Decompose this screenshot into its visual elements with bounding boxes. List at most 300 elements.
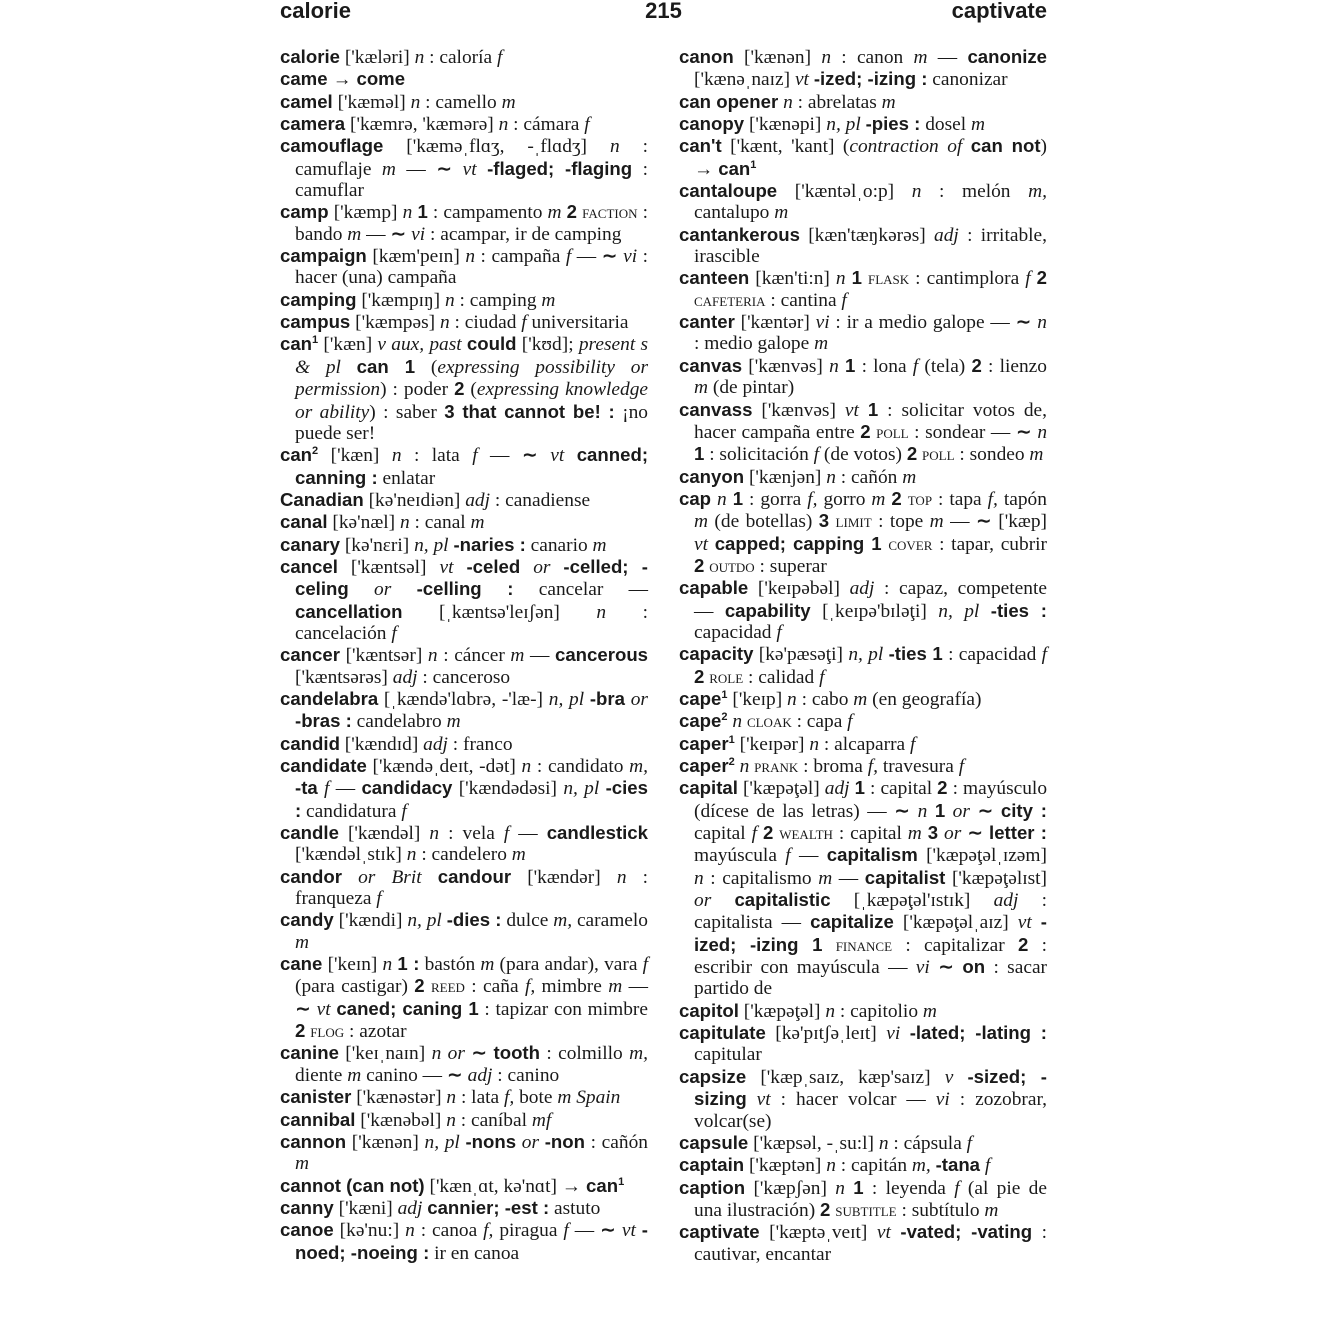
- pronunciation: ['kæməl]: [337, 91, 406, 113]
- pronunciation: ['kæmp]: [333, 202, 398, 224]
- text: : franqueza: [295, 866, 648, 910]
- italic-label: f: [813, 444, 820, 466]
- headword: cannibal: [280, 1108, 356, 1130]
- pronunciation: ['kæntsəl]: [350, 556, 427, 578]
- bold-form: letter :: [989, 822, 1047, 844]
- italic-label: m: [871, 488, 886, 510]
- headword: canvas: [679, 354, 743, 376]
- italic-label: n, pl: [424, 1131, 460, 1153]
- swung-dash: ∼: [977, 799, 994, 822]
- small-caps-gloss: poll: [876, 421, 909, 442]
- text: : subtítulo: [896, 1199, 985, 1221]
- text: : mayúsculo (dícese de las letras) —: [694, 778, 1048, 822]
- text: [520, 557, 533, 578]
- homograph-number: 1: [721, 688, 728, 701]
- headword: cape: [679, 710, 722, 732]
- text: : cáncer: [437, 645, 511, 667]
- text: [748, 578, 758, 599]
- text: [945, 868, 952, 889]
- bold-form: 2: [937, 777, 948, 799]
- bold-form: -tana: [935, 1154, 981, 1176]
- pronunciation: ['kæni]: [338, 1197, 393, 1219]
- text: [930, 957, 938, 978]
- text: (: [834, 136, 850, 158]
- text: : solicitar votos de, hacer campaña entre: [694, 399, 1047, 443]
- italic-label: m: [774, 202, 789, 224]
- bold-form: 1: [851, 267, 862, 289]
- small-caps-gloss: cover: [888, 533, 933, 554]
- headword: camera: [280, 113, 346, 135]
- text: (de botellas): [708, 511, 819, 533]
- bold-form: 1: [854, 777, 865, 799]
- italic-label: n, pl: [548, 688, 585, 710]
- italic-label: f: [841, 289, 847, 311]
- text: : superar: [754, 555, 827, 577]
- italic-label: n: [382, 954, 393, 976]
- bold-form: -celed: [466, 555, 521, 577]
- italic-label: f,: [504, 1087, 515, 1109]
- text: : capitalista —: [694, 890, 1047, 934]
- text: : hacer (una) campaña: [295, 246, 648, 289]
- text: [910, 801, 918, 822]
- text: : ir a medio galope —: [829, 312, 1016, 334]
- dictionary-entry: [280, 909, 648, 953]
- text: [454, 557, 467, 578]
- dictionary-entry: [280, 822, 648, 866]
- bold-form: capability: [724, 599, 811, 621]
- text: : franco: [447, 733, 513, 755]
- bold-form: -naries :: [453, 533, 526, 555]
- swung-dash: ∼: [436, 157, 453, 180]
- bold-form: cancerous: [555, 644, 649, 666]
- italic-label: vt: [316, 998, 331, 1020]
- pronunciation: [kə'pæsəţi]: [758, 644, 844, 666]
- dictionary-entry: [679, 267, 1047, 311]
- text: (de pintar): [708, 377, 795, 399]
- bold-form: candidacy: [361, 777, 453, 799]
- italic-label: n: [521, 756, 532, 777]
- headword: capital: [679, 777, 738, 799]
- italic-label: or: [533, 556, 551, 578]
- italic-label: f: [376, 888, 382, 910]
- text: cantalupo: [694, 202, 775, 224]
- italic-label: n: [427, 645, 438, 667]
- text: [564, 445, 576, 466]
- small-caps-gloss: flask: [867, 268, 910, 289]
- headword: candy: [280, 909, 334, 931]
- text: —: [524, 645, 555, 667]
- headword: canal: [280, 511, 328, 533]
- text: : tope: [871, 511, 930, 533]
- bold-form: 2: [762, 822, 774, 844]
- pronunciation: ['kæpəţəlˌaɪz]: [902, 912, 1009, 934]
- text: : lata: [456, 1087, 505, 1109]
- bold-form: -bra: [589, 687, 625, 709]
- italic-label: n, pl: [407, 910, 442, 932]
- italic-label: adj: [849, 578, 875, 600]
- text: —: [509, 823, 547, 845]
- homograph-number: 2: [721, 711, 728, 724]
- italic-label: n: [446, 1087, 457, 1109]
- bold-form: capitalism: [826, 844, 918, 866]
- italic-label: expressing possibility or permission: [295, 356, 649, 401]
- italic-label: f: [958, 756, 965, 777]
- dictionary-entry: [280, 1175, 648, 1197]
- swung-dash: ∼: [471, 1042, 488, 1065]
- pronunciation: [kə'neɪdiən]: [368, 489, 461, 511]
- text: [341, 357, 357, 378]
- dictionary-entry: [679, 355, 1047, 399]
- headword: cancer: [280, 644, 340, 666]
- small-caps-gloss: faction: [582, 202, 638, 223]
- text: : candelero: [416, 844, 512, 866]
- pronunciation: ['kænəpi]: [748, 114, 822, 136]
- text: [550, 557, 563, 578]
- italic-label: vi: [915, 957, 930, 979]
- text: (al pie de una ilustración): [694, 1177, 1047, 1221]
- italic-label: f,: [867, 756, 878, 777]
- italic-label: f,: [524, 976, 536, 998]
- bold-form: 1: [732, 487, 744, 509]
- italic-label: f: [984, 1155, 991, 1177]
- italic-label: n: [414, 47, 425, 68]
- dictionary-entry: [280, 489, 648, 511]
- italic-label: or: [630, 688, 648, 710]
- text: —: [571, 246, 602, 268]
- text: : cantimplora: [909, 268, 1026, 290]
- pronunciation: ['kænən]: [744, 47, 812, 68]
- pronunciation: ['kænvəs]: [761, 399, 836, 421]
- dictionary-entry: [679, 1132, 1047, 1154]
- italic-label: f: [819, 666, 825, 688]
- text: [708, 534, 715, 555]
- text: [800, 225, 808, 246]
- text: : abrelatas: [792, 91, 882, 113]
- italic-label: m: [881, 91, 896, 113]
- text: [962, 136, 970, 157]
- dictionary-entry: [280, 245, 648, 289]
- italic-label: v: [944, 1066, 954, 1088]
- italic-label: vt: [794, 69, 809, 91]
- italic-label: m: [446, 711, 461, 733]
- italic-label: vt: [462, 158, 477, 180]
- text: (: [415, 356, 438, 378]
- text: : cámara: [508, 114, 585, 136]
- bold-form: 2: [295, 1020, 306, 1042]
- bold-form: -pies :: [865, 113, 921, 135]
- bold-form: can: [586, 1174, 619, 1196]
- headword: Canadian: [280, 488, 364, 510]
- pronunciation: [kæn'ti:n]: [755, 268, 830, 290]
- italic-label: n: [400, 512, 410, 534]
- headword: canteen: [679, 267, 750, 289]
- pronunciation: ['kæmpəs]: [355, 312, 436, 334]
- italic-label: m: [547, 202, 562, 224]
- text: dosel: [920, 114, 971, 136]
- dictionary-entry: [679, 688, 1047, 710]
- italic-label: f: [324, 778, 330, 800]
- dictionary-entry: [679, 1221, 1047, 1265]
- italic-label: n, pl: [414, 534, 449, 556]
- text: cancelar —: [513, 579, 648, 601]
- italic-label: f: [391, 622, 397, 644]
- pronunciation: ['keɪˌnaɪn]: [345, 1043, 426, 1065]
- dictionary-column-right: [679, 46, 1047, 1265]
- swung-dash: ∼: [446, 1063, 463, 1086]
- dictionary-entry: [280, 755, 648, 822]
- italic-label: m: [381, 158, 396, 180]
- dictionary-entry: [280, 688, 648, 733]
- headword: cantankerous: [679, 223, 800, 245]
- bold-form: -cies :: [295, 777, 648, 821]
- italic-label: vi: [411, 223, 426, 245]
- italic-label: m: [592, 534, 607, 556]
- text: : capaz, competente —: [694, 578, 1047, 622]
- pronunciation: ['kændər]: [527, 866, 601, 888]
- text: : colmillo: [539, 1043, 630, 1065]
- text: : sondear —: [908, 421, 1016, 443]
- dictionary-entry: [280, 333, 648, 444]
- dictionary-entry: [280, 46, 648, 68]
- text: : camuflar: [295, 158, 648, 202]
- bold-form: -ized; -izing 1: [694, 911, 1047, 955]
- pronunciation: ['kæmrə, 'kæmərə]: [350, 114, 494, 136]
- text: —: [329, 778, 362, 800]
- text: : camuflaje: [295, 136, 648, 180]
- bold-form: 2: [694, 665, 705, 687]
- small-caps-gloss: wealth: [779, 823, 833, 844]
- dictionary-entry: [679, 733, 1047, 755]
- pronunciation: ['kæntəlˌo:p]: [794, 181, 895, 203]
- italic-label: n: [596, 601, 607, 623]
- text: : caloría: [424, 47, 497, 68]
- pronunciation: ['kæpəţəlˌɪzəm]: [926, 845, 1047, 867]
- text: [822, 935, 835, 956]
- page-number: 215: [645, 0, 682, 23]
- text: : zozobrar, volcar(se): [694, 1089, 1047, 1132]
- pronunciation: ['kænt, 'kant]: [730, 136, 835, 158]
- text: : canal: [409, 512, 471, 534]
- italic-label: vt: [550, 445, 565, 467]
- pronunciation: ['kæməˌflɑʒ, -ˌflɑdʒ]: [406, 136, 588, 158]
- italic-label: m: [510, 645, 525, 667]
- dictionary-entry: [679, 311, 1047, 355]
- bold-form: -non: [544, 1130, 585, 1152]
- italic-label: m: [984, 1199, 999, 1221]
- text: [926, 225, 934, 246]
- bold-form: 1: [934, 799, 946, 821]
- italic-label: m: [814, 333, 829, 355]
- pronunciation: ['kæpəţəl]: [742, 778, 820, 800]
- text: : capa: [791, 711, 848, 733]
- text: [1009, 912, 1018, 933]
- text: : cabo: [796, 688, 854, 710]
- pronunciation: ['kænvəs]: [748, 355, 823, 377]
- bold-form: city :: [1000, 799, 1047, 821]
- text: [746, 1067, 760, 1088]
- italic-label: or: [694, 890, 712, 912]
- italic-label: n: [410, 91, 421, 113]
- dictionary-entry: [280, 91, 648, 113]
- text: —: [477, 445, 522, 467]
- guide-word-right: captivate: [951, 0, 1047, 23]
- bold-form: 1: [694, 443, 705, 465]
- headword: candle: [280, 822, 339, 844]
- italic-label: m: [480, 954, 495, 976]
- text: : solicitación: [704, 444, 814, 466]
- italic-label: n: [787, 688, 797, 710]
- small-caps-gloss: cafeteria: [694, 289, 766, 310]
- bold-form: -noed; -noeing :: [295, 1219, 648, 1263]
- dictionary-entry: [679, 46, 1047, 91]
- pronunciation: [kə'nɛri]: [344, 534, 410, 556]
- italic-label: f: [584, 114, 590, 136]
- italic-label: adj: [392, 666, 418, 688]
- bold-form: -dies :: [446, 909, 502, 931]
- text: —: [790, 845, 827, 867]
- text: : acampar, ir de camping: [425, 223, 622, 245]
- dictionary-entry: [679, 777, 1047, 999]
- italic-label: n or: [431, 1043, 465, 1065]
- swung-dash: ∼: [967, 822, 984, 845]
- pronunciation: ['kæntsərəs]: [295, 666, 388, 688]
- bold-form: 2: [971, 354, 982, 376]
- text: [827, 1178, 835, 1199]
- text: caramelo: [572, 910, 648, 932]
- headword: captain: [679, 1154, 745, 1176]
- headword: capable: [679, 577, 749, 599]
- pronunciation: ['keɪn]: [327, 954, 378, 976]
- italic-label: adj: [397, 1197, 423, 1219]
- pronunciation: ['kæp]: [998, 511, 1047, 533]
- italic-label: n: [694, 867, 704, 889]
- headword: canyon: [679, 465, 745, 487]
- text: (: [464, 379, 477, 401]
- bold-form: capitalist: [864, 866, 946, 888]
- bold-form: caned; caning 1: [336, 997, 479, 1019]
- bold-form: 3: [927, 822, 939, 844]
- headword: capsule: [679, 1131, 749, 1153]
- text: : tapa: [932, 488, 988, 510]
- text: [452, 159, 462, 180]
- italic-label: m: [347, 1064, 362, 1086]
- dictionary-entry: [280, 1042, 648, 1086]
- text: : camello: [420, 91, 502, 113]
- italic-label: n: [439, 312, 450, 334]
- italic-label: f: [472, 445, 478, 467]
- text: [811, 601, 822, 622]
- italic-label: n: [878, 1132, 889, 1154]
- pronunciation: ['kænən]: [351, 1131, 419, 1153]
- text: —: [361, 223, 391, 245]
- pronunciation: ['kʊd];: [521, 334, 574, 356]
- text: : vela: [439, 823, 504, 845]
- italic-label: or Brit: [358, 866, 422, 888]
- text: [339, 823, 348, 844]
- dictionary-entry: [280, 289, 648, 311]
- pronunciation: ['kæntər]: [740, 312, 810, 334]
- pronunciation: ['kænəˌnaɪz]: [694, 69, 791, 91]
- text: [894, 912, 903, 933]
- headword: capitulate: [679, 1022, 766, 1044]
- italic-label: m: [608, 976, 623, 998]
- headword: can't: [679, 135, 722, 157]
- dictionary-entry: [679, 91, 1047, 113]
- dictionary-entry: [679, 1066, 1047, 1132]
- italic-label: m: [853, 688, 868, 710]
- italic-label: f,: [483, 1220, 494, 1242]
- text: [766, 1023, 775, 1044]
- dictionary-entry: [280, 1219, 648, 1264]
- italic-label: m,: [629, 1043, 648, 1065]
- italic-label: mf: [531, 1109, 552, 1131]
- dictionary-entry: [280, 201, 648, 245]
- homograph-number: 2: [728, 756, 735, 768]
- text: —: [568, 1220, 601, 1242]
- italic-label: n: [835, 1177, 845, 1199]
- italic-label: f,: [807, 488, 818, 510]
- text: [379, 445, 391, 466]
- text: : cápsula: [888, 1132, 967, 1154]
- bold-form: 3 that cannot be! :: [444, 400, 615, 422]
- text: : capital: [864, 778, 938, 800]
- headword: camel: [280, 90, 333, 112]
- text: [859, 400, 868, 421]
- text: [477, 159, 487, 180]
- headword: cantaloupe: [679, 180, 778, 202]
- text: [538, 445, 550, 466]
- text: [1032, 912, 1041, 933]
- italic-label: vt: [621, 1220, 636, 1242]
- pronunciation: ['kæn]: [330, 445, 380, 467]
- italic-label: n: [826, 1155, 836, 1177]
- italic-label: n, pl: [938, 600, 980, 622]
- text: [918, 845, 926, 866]
- dictionary-entry: [679, 488, 1047, 577]
- swung-dash: ∼: [1015, 311, 1032, 334]
- pronunciation: ['kænəbəl]: [360, 1109, 442, 1131]
- italic-label: m: [347, 223, 362, 245]
- pronunciation: ['keɪp]: [732, 688, 783, 710]
- text: [338, 557, 351, 578]
- bold-form: -celled; -celing: [295, 555, 648, 600]
- italic-label: n: [809, 733, 820, 755]
- text: [734, 47, 744, 68]
- italic-label: f: [954, 1177, 960, 1199]
- pronunciation: ['kæntsər]: [345, 645, 423, 667]
- dictionary-entry: [679, 755, 1047, 777]
- text: [427, 557, 440, 578]
- pronunciation: ['kændɪd]: [344, 733, 419, 755]
- small-caps-gloss: role: [709, 666, 744, 687]
- bold-form: candlestick: [546, 822, 648, 844]
- bold-form: -bras :: [295, 710, 352, 732]
- italic-label: m: [295, 1153, 310, 1175]
- bold-form: -nons: [465, 1130, 517, 1152]
- italic-label: n: [402, 202, 413, 224]
- bold-form: 1: [853, 1176, 864, 1198]
- swung-dash: ∼: [1015, 420, 1032, 443]
- italic-label: n: [829, 355, 839, 377]
- headword: camping: [280, 288, 357, 310]
- pronunciation: ['kæləri]: [344, 47, 410, 68]
- bold-form: -ties 1: [888, 643, 943, 665]
- text: : ciudad: [449, 312, 522, 334]
- text: —: [943, 511, 976, 533]
- headword: canopy: [679, 113, 745, 135]
- italic-label: f: [496, 47, 503, 68]
- pronunciation: ['kændədəsi]: [458, 778, 557, 800]
